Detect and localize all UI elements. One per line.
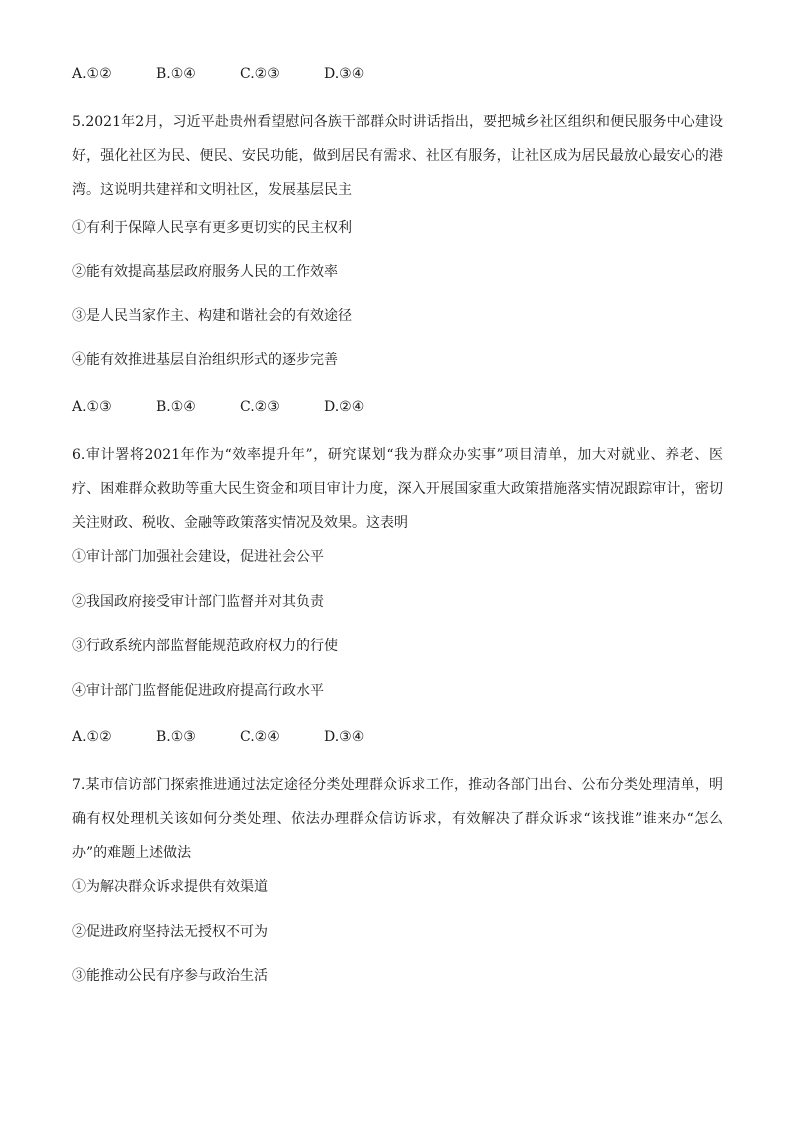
q7-stem: 7.某市信访部门探索推进通过法定途径分类处理群众诉求工作，推动各部门出台、公布分类处理清单，明确有权处理机关该如何分类处理、依法办理群众信访诉求，有效解决了群众诉求“该找谁”谁来办“怎么办”的难题上述做法 bbox=[72, 777, 723, 861]
q5-stem: 5.2021年2月，习近平赴贵州看望慰问各族干部群众时讲话指出，要把城乡社区组织和便民服务中心建设好，强化社区为民、便民、安民功能，做到居民有需求、社区有服务，让社区成为居民最放心最安心的港湾。这说明共建祥和文明社区，发展基层民主 bbox=[72, 114, 723, 198]
q6-item-4: ④审计部门监督能促进政府提高行政水平 bbox=[72, 683, 324, 699]
q5-option-b: B.①④ bbox=[156, 399, 196, 415]
q5-item-4: ④能有效推进基层自治组织形式的逐步完善 bbox=[72, 352, 338, 368]
q6-option-b: B.①③ bbox=[156, 729, 196, 745]
q7-item-1: ①为解决群众诉求提供有效渠道 bbox=[72, 879, 268, 895]
q5-option-d: D.②④ bbox=[324, 399, 365, 415]
q6-option-a: A.①② bbox=[72, 729, 112, 745]
q4-option-a: A.①② bbox=[72, 66, 112, 82]
q5-item-1: ①有利于保障人民享有更多更切实的民主权利 bbox=[72, 220, 352, 236]
q4-option-c: C.②③ bbox=[240, 66, 280, 82]
q6-stem: 6.审计署将2021年作为“效率提升年”，研究谋划“我为群众办实事”项目清单，加大对就业、养老、医疗、困难群众救助等重大民生资金和项目审计力度，深入开展国家重大政策措施落实情况跟踪审计，密切关注财政、税收、金融等政策落实情况及效果。这表明 bbox=[72, 447, 723, 531]
q6-option-c: C.②④ bbox=[240, 729, 280, 745]
q4-options bbox=[72, 64, 404, 84]
q4-option-d: D.③④ bbox=[324, 66, 365, 82]
q7-item-2: ②促进政府坚持法无授权不可为 bbox=[72, 924, 268, 940]
q5-option-a: A.①③ bbox=[72, 399, 112, 415]
q6-option-d: D.③④ bbox=[324, 729, 365, 745]
q5-option-c: C.②③ bbox=[240, 399, 280, 415]
q4-option-b: B.①④ bbox=[156, 66, 196, 82]
q7-item-3: ③能推动公民有序参与政治生活 bbox=[72, 968, 268, 984]
q6-options bbox=[72, 727, 404, 747]
q6-item-2: ②我国政府接受审计部门监督并对其负责 bbox=[72, 594, 324, 610]
q6-item-1: ①审计部门加强社会建设，促进社会公平 bbox=[72, 549, 324, 565]
q5-item-3: ③是人民当家作主、构建和谐社会的有效途径 bbox=[72, 308, 352, 324]
q5-item-2: ②能有效提高基层政府服务人民的工作效率 bbox=[72, 264, 338, 280]
q5-options bbox=[72, 397, 404, 417]
q6-item-3: ③行政系统内部监督能规范政府权力的行使 bbox=[72, 638, 338, 654]
